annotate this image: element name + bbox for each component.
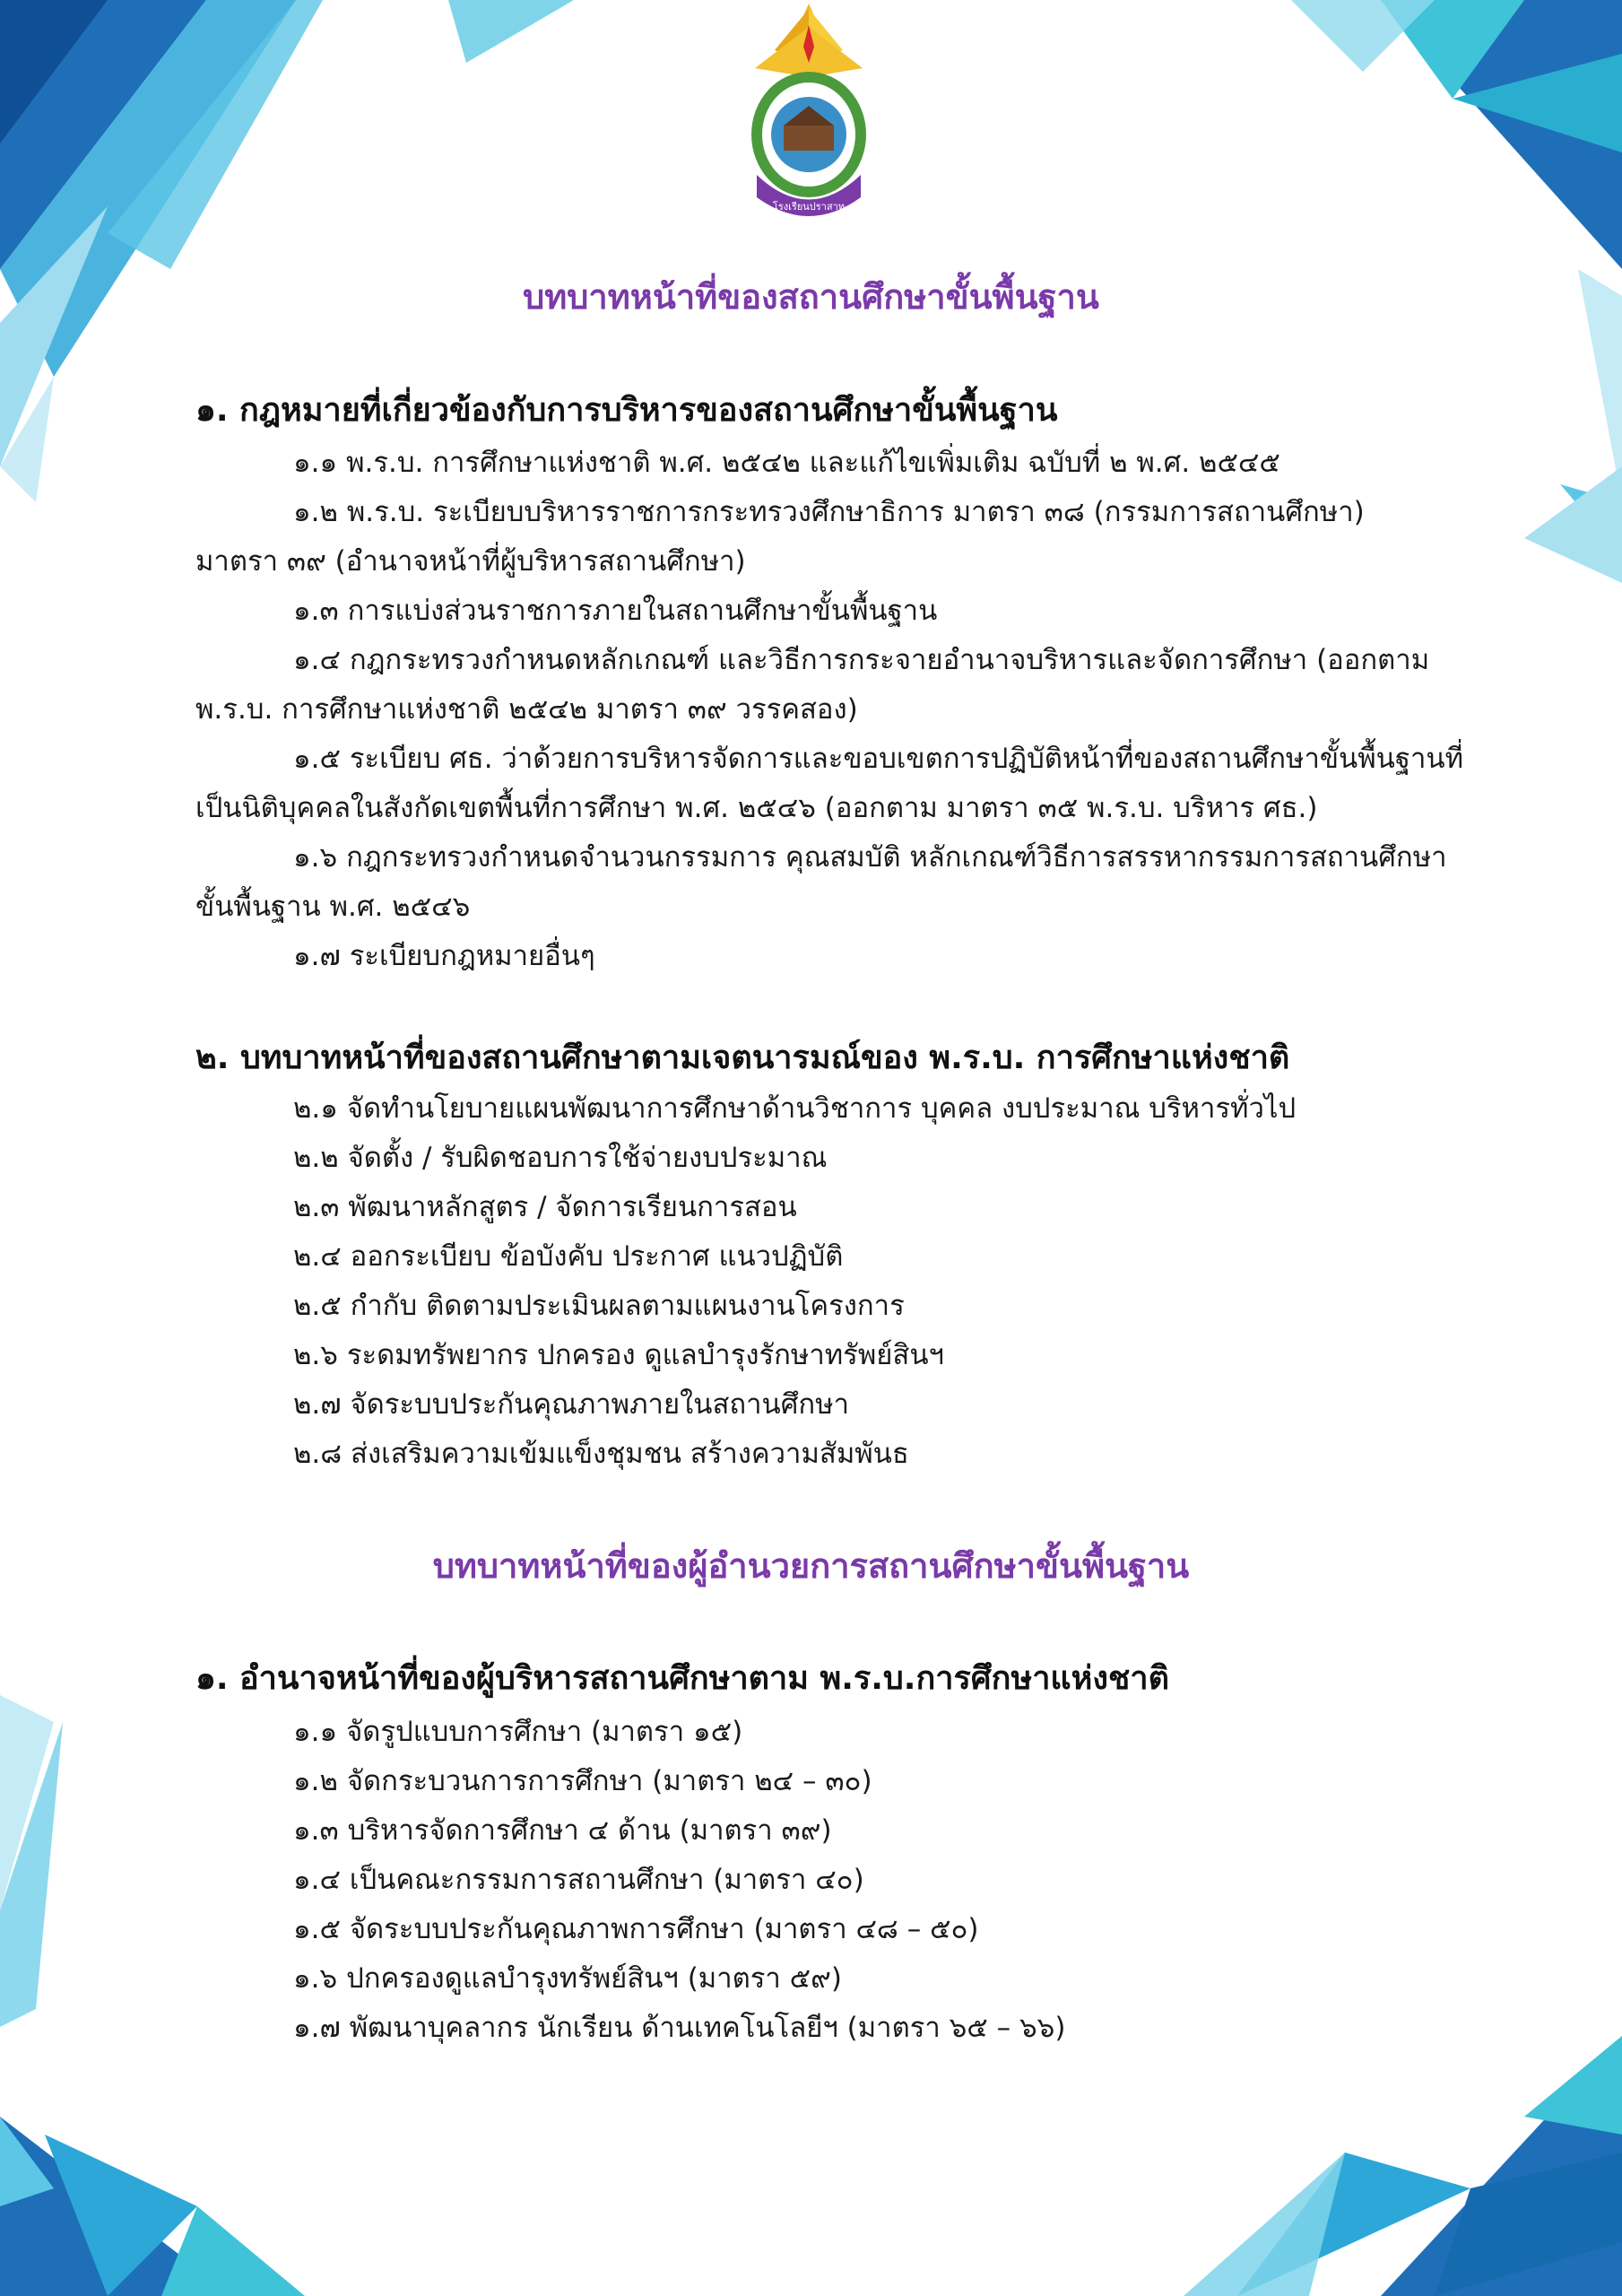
- list-item: ๑.๓ บริหารจัดการศึกษา ๔ ด้าน (มาตรา ๓๙): [293, 1814, 832, 1847]
- list-item: ๑.๖ ปกครองดูแลบำรุงทรัพย์สินฯ (มาตรา ๕๙): [293, 1962, 842, 1995]
- list-item: ๑.๑ พ.ร.บ. การศึกษาแห่งชาติ พ.ศ. ๒๕๔๒ และแก้ไขเพิ่มเติม ฉบับที่ ๒ พ.ศ. ๒๕๔๕: [293, 447, 1280, 479]
- section-a-title: บทบาทหน้าที่ของสถานศึกษาขั้นพื้นฐาน: [523, 277, 1099, 317]
- list-item: พ.ร.บ. การศึกษาแห่งชาติ ๒๕๔๒ มาตรา ๓๙ วรรคสอง): [195, 693, 858, 726]
- list-item: ๑.๗ ระเบียบกฎหมายอื่นๆ: [293, 940, 595, 972]
- list-item: ขั้นพื้นฐาน พ.ศ. ๒๕๔๖: [195, 891, 471, 923]
- list-item: ๒.๔ ออกระเบียบ ข้อบังคับ ประกาศ แนวปฏิบัติ: [293, 1240, 844, 1273]
- list-item: ๑.๒ จัดกระบวนการการศึกษา (มาตรา ๒๔ – ๓๐): [293, 1765, 872, 1797]
- section-a-part1-heading: ๑. กฎหมายที่เกี่ยวข้องกับการบริหารของสถานศึกษาขั้นพื้นฐาน: [195, 392, 1058, 429]
- list-item: ๑.๔ กฎกระทรวงกำหนดหลักเกณฑ์ และวิธีการกระจายอำนาจบริหารและจัดการศึกษา (ออกตาม: [293, 644, 1430, 676]
- list-item: ๒.๑ จัดทำนโยบายแผนพัฒนาการศึกษาด้านวิชาการ บุคคล งบประมาณ บริหารทั่วไป: [293, 1092, 1297, 1125]
- list-item: ๑.๖ กฎกระทรวงกำหนดจำนวนกรรมการ คุณสมบัติ หลักเกณฑ์วิธีการสรรหากรรมการสถานศึกษา: [293, 841, 1447, 874]
- list-item: ๒.๓ พัฒนาหลักสูตร / จัดการเรียนการสอน: [293, 1191, 797, 1223]
- list-item: ๑.๕ ระเบียบ ศธ. ว่าด้วยการบริหารจัดการและขอบเขตการปฏิบัติหน้าที่ของสถานศึกษาขั้นพื้นฐานที่: [293, 743, 1464, 775]
- list-item: ๑.๕ จัดระบบประกันคุณภาพการศึกษา (มาตรา ๔๘ – ๕๐): [293, 1913, 979, 1945]
- list-item: มาตรา ๓๙ (อำนาจหน้าที่ผู้บริหารสถานศึกษา): [195, 545, 746, 578]
- section-b-title: บทบาทหน้าที่ของผู้อำนวยการสถานศึกษาขั้นพื้นฐาน: [432, 1546, 1190, 1586]
- list-item: ๒.๕ กำกับ ติดตามประเมินผลตามแผนงานโครงการ: [293, 1290, 905, 1322]
- list-item: ๒.๗ จัดระบบประกันคุณภาพภายในสถานศึกษา: [293, 1388, 850, 1421]
- section-b-part1-heading: ๑. อำนาจหน้าที่ของผู้บริหารสถานศึกษาตาม พ.ร.บ.การศึกษาแห่งชาติ: [195, 1660, 1169, 1697]
- list-item: ๒.๖ ระดมทรัพยากร ปกครอง ดูแลบำรุงรักษาทรัพย์สินฯ: [293, 1339, 944, 1371]
- list-item: ๒.๒ จัดตั้ง / รับผิดชอบการใช้จ่ายงบประมาณ: [293, 1142, 828, 1174]
- list-item: ๑.๓ การแบ่งส่วนราชการภายในสถานศึกษาขั้นพื้นฐาน: [293, 595, 938, 627]
- list-item: ๑.๔ เป็นคณะกรรมการสถานศึกษา (มาตรา ๔๐): [293, 1864, 864, 1896]
- list-item: ๑.๒ พ.ร.บ. ระเบียบบริหารราชการกระทรวงศึกษาธิการ มาตรา ๓๘ (กรรมการสถานศึกษา): [293, 496, 1365, 528]
- section-a-part2-heading: ๒. บทบาทหน้าที่ของสถานศึกษาตามเจตนารมณ์ของ พ.ร.บ. การศึกษาแห่งชาติ: [195, 1039, 1290, 1076]
- logo-caption: โรงเรียนปราสาท: [772, 201, 846, 213]
- list-item: ๑.๗ พัฒนาบุคลากร นักเรียน ด้านเทคโนโลยีฯ (มาตรา ๖๕ – ๖๖): [293, 2012, 1066, 2044]
- list-item: เป็นนิติบุคคลในสังกัดเขตพื้นที่การศึกษา พ.ศ. ๒๕๔๖ (ออกตาม มาตรา ๓๕ พ.ร.บ. บริหาร ศธ.): [195, 792, 1318, 824]
- list-item: ๑.๑ จัดรูปแบบการศึกษา (มาตรา ๑๕): [293, 1716, 743, 1748]
- list-item: ๒.๘ ส่งเสริมความเข้มแข็งชุมชน สร้างความสัมพันธ: [293, 1438, 909, 1470]
